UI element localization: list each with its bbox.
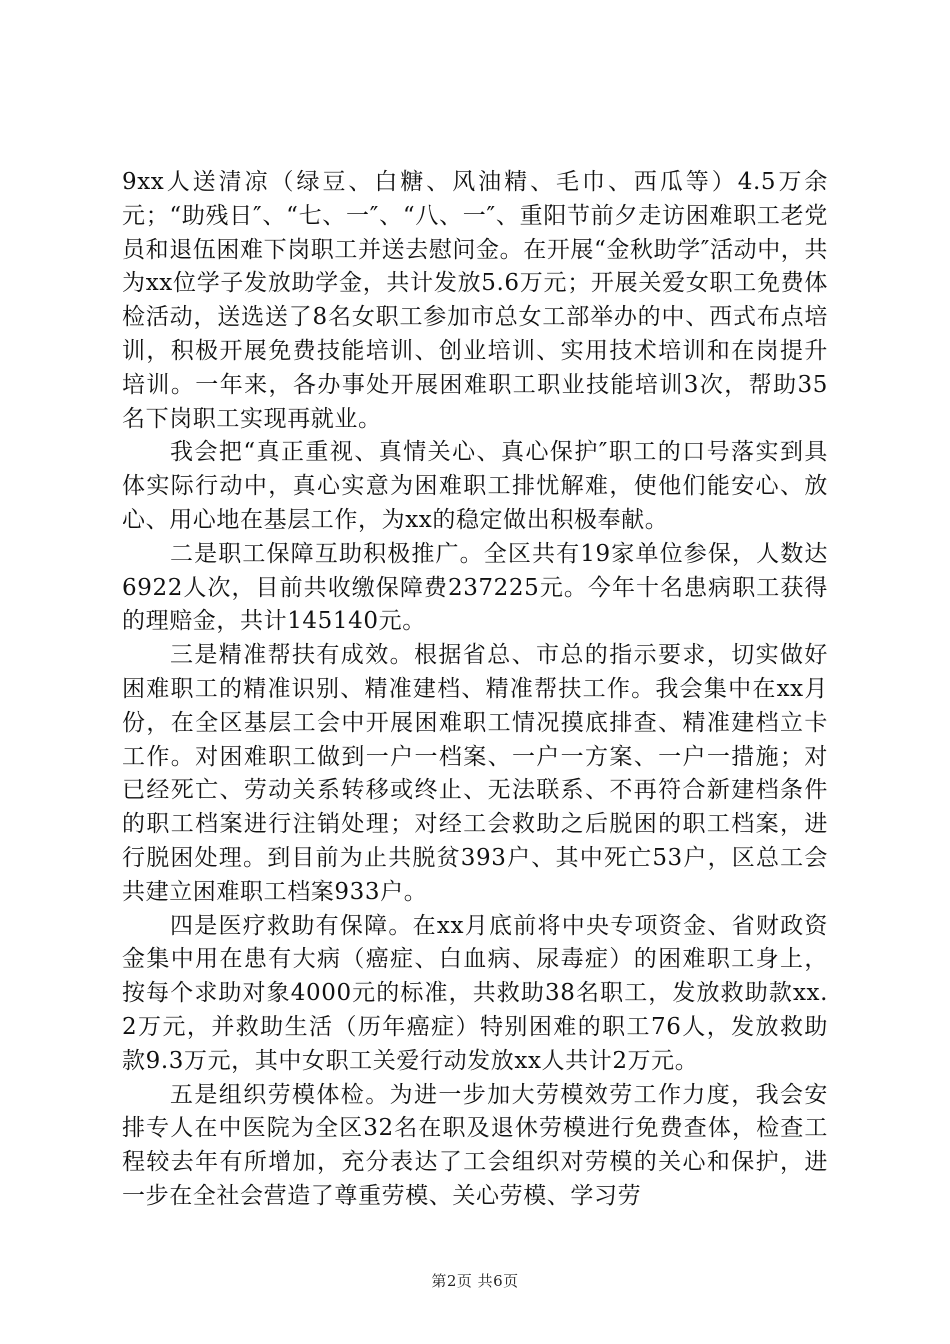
paragraph-4: 三是精准帮扶有成效。根据省总、市总的指示要求，切实做好困难职工的精准识别、精准建档、精准帮扶工作。我会集中在xx月份，在全区基层工会中开展困难职工情况摸底排查、精准建档立卡工作。对困难职工做到一户一档案、一户一方案、一户一措施；对已经死亡、劳动关系转移或终止、无法联系、不再符合新建档条件的职工档案进行注销处理；对经工会救助之后脱困的职工档案，进行脱困处理。到目前为止共脱贫393户、其中死亡53户，区总工会共建立困难职工档案933户。 — [122, 642, 828, 905]
paragraph-1: 9xx人送清凉（绿豆、白糖、风油精、毛巾、西瓜等）4.5万余元；“助残日″、“七、一″、“八、一″、重阳节前夕走访困难职工老党员和退伍困难下岗职工并送去慰问金。在开展“金秋助学″活动中，共为xx位学子发放助学金，共计发放5.6万元；开展关爱女职工免费体检活动，送选送了8名女职工参加市总女工部举办的中、西式布点培训，积极开展免费技能培训、创业培训、实用技术培训和在岗提升培训。一年来，各办事处开展困难职工职业技能培训3次，帮助35名下岗职工实现再就业。 — [122, 169, 828, 432]
paragraph-6: 五是组织劳模体检。为进一步加大劳模效劳工作力度，我会安排专人在中医院为全区32名在职及退休劳模进行免费查体，检查工程较去年有所增加，充分表达了工会组织对劳模的关心和保护，进一步在全社会营造了尊重劳模、关心劳模、学习劳 — [122, 1081, 828, 1209]
document-body — [122, 166, 828, 1214]
page-footer: 第2页 共6页 — [431, 1272, 519, 1290]
paragraph-3: 二是职工保障互助积极推广。全区共有19家单位参保，人数达6922人次，目前共收缴保障费237225元。今年十名患病职工获得的理赔金，共计145140元。 — [122, 540, 828, 635]
paragraph-5: 四是医疗救助有保障。在xx月底前将中央专项资金、省财政资金集中用在患有大病（癌症、白血病、尿毒症）的困难职工身上，按每个求助对象4000元的标准，共救助38名职工，发放救助款xx.2万元，并救助生活（历年癌症）特别困难的职工76人，发放救助款9.3万元，其中女职工关爱行动发放xx人共计2万元。 — [122, 912, 828, 1074]
paragraph-2: 我会把“真正重视、真情关心、真心保护″职工的口号落实到具体实际行动中，真心实意为困难职工排忧解难，使他们能安心、放心、用心地在基层工作，为xx的稳定做出积极奉献。 — [122, 439, 828, 533]
